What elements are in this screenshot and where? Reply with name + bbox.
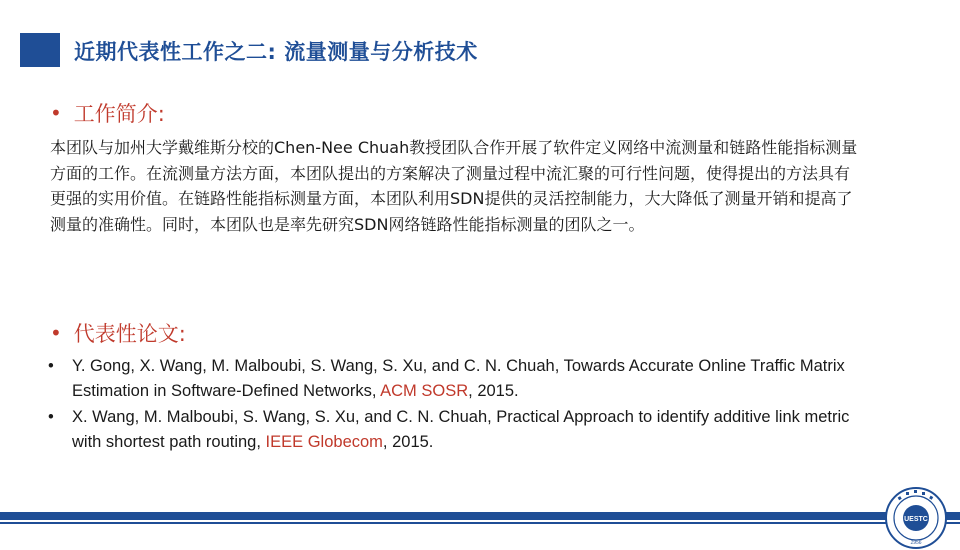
paper-bullet: •	[48, 357, 54, 375]
paper-citation: X. Wang, M. Malboubi, S. Wang, S. Xu, and C. N. Chuah, Practical Approach to identify additive link metric with shortest path routing,	[72, 408, 850, 451]
paper-list	[48, 354, 868, 456]
intro-heading-bullet: •	[50, 101, 62, 125]
university-logo	[884, 486, 948, 550]
paper-year: , 2015.	[382, 432, 434, 451]
paper-bullet: •	[48, 408, 54, 426]
footer-line	[0, 522, 960, 524]
intro-heading	[50, 98, 165, 128]
logo-center-text: UESTC	[904, 516, 928, 523]
paper-item	[48, 354, 868, 403]
papers-heading-bullet: •	[50, 321, 62, 345]
paper-item	[48, 405, 868, 454]
footer-bar	[0, 512, 960, 520]
papers-heading-label: 代表性论文:	[73, 322, 186, 346]
logo-year: 1956	[910, 540, 922, 546]
title-accent-square	[20, 33, 60, 67]
slide-title: 近期代表性工作之二: 流量测量与分析技术	[74, 40, 478, 64]
paper-venue: IEEE Globecom	[265, 432, 383, 451]
paper-citation: Y. Gong, X. Wang, M. Malboubi, S. Wang, S. Xu, and C. N. Chuah, Towards Accurate Online Traffic Matrix Estimation in Software-Defined Networks,	[72, 357, 845, 400]
intro-paragraph: 本团队与加州大学戴维斯分校的Chen-Nee Chuah教授团队合作开展了软件定义网络中流测量和链路性能指标测量方面的工作。在流测量方法方面，本团队提出的方案解决了测量过程中流汇聚的可行性问题，使得提出的方法具有更强的实用价值。在链路性能指标测量方面，本团队利用SDN提供的灵活控制能力，大大降低了测量开销和提高了测量的准确性。同时，本团队也是率先研究SDN网络链路性能指标测量的团队之一。	[50, 138, 858, 234]
paper-venue: ACM SOSR	[380, 381, 469, 400]
intro-heading-label: 工作简介:	[73, 102, 165, 126]
paper-year: , 2015.	[468, 381, 519, 400]
papers-heading	[50, 318, 186, 348]
